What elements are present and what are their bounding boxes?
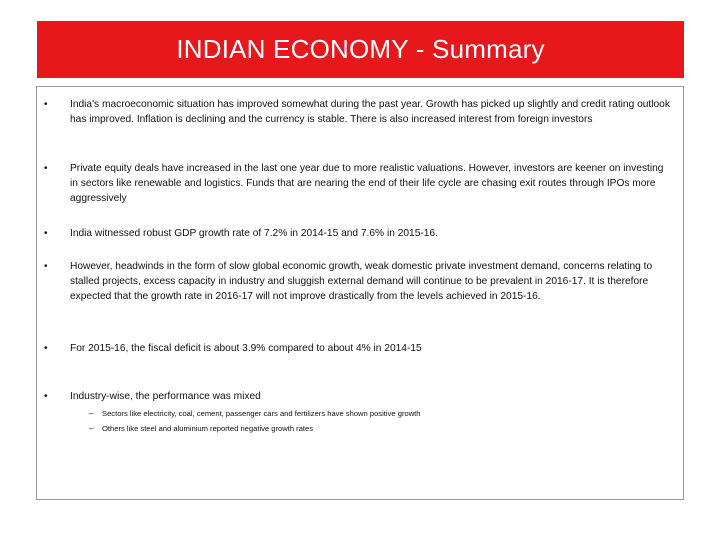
bullet-text: India's macroeconomic situation has improved somewhat during the past year. Growth has picked up slightly and credit rating outlook has improved. Inflation is declining and the currency is stable. There is also increased interest from foreign investors [70,99,670,125]
dash-icon: – [89,424,94,433]
sub-item-text: Others like steel and aluminium reported negative growth rates [102,424,314,433]
bullet-icon: • [44,163,48,174]
bullet-text: Private equity deals have increased in the last one year due to more realistic valuations. However, investors are keener on investing in sectors like renewable and logistics. Funds that are nearing the end of their life cycle are chasing exit routes through IPOs more aggressively [70,163,664,204]
bullet-text: However, headwinds in the form of slow global economic growth, weak domestic private investment demand, concerns relating to stalled projects, excess capacity in industry and sluggish external demand will continue to be prevalent in 2016-17. It is therefore expected that the growth rate in 2016-17 will not improve drastically from the levels achieved in 2015-16. [70,261,653,302]
bullet-icon: • [44,343,48,354]
bullet-icon: • [44,228,48,239]
bullet-text: Industry-wise, the performance was mixed [70,391,261,402]
sub-item-text: Sectors like electricity, coal, cement, passenger cars and fertilizers have shown positive growth [102,409,421,418]
bullet-icon: • [44,99,48,110]
title-bar [37,21,684,78]
slide-title: INDIAN ECONOMY - Summary [176,34,545,64]
bullet-text: For 2015-16, the fiscal deficit is about 3.9% compared to about 4% in 2014-15 [70,343,422,354]
content-box [36,86,684,500]
dash-icon: – [89,409,94,418]
bullet-icon: • [44,391,48,402]
bullet-text: India witnessed robust GDP growth rate of 7.2% in 2014-15 and 7.6% in 2015-16. [70,228,438,239]
bullet-icon: • [44,261,48,272]
